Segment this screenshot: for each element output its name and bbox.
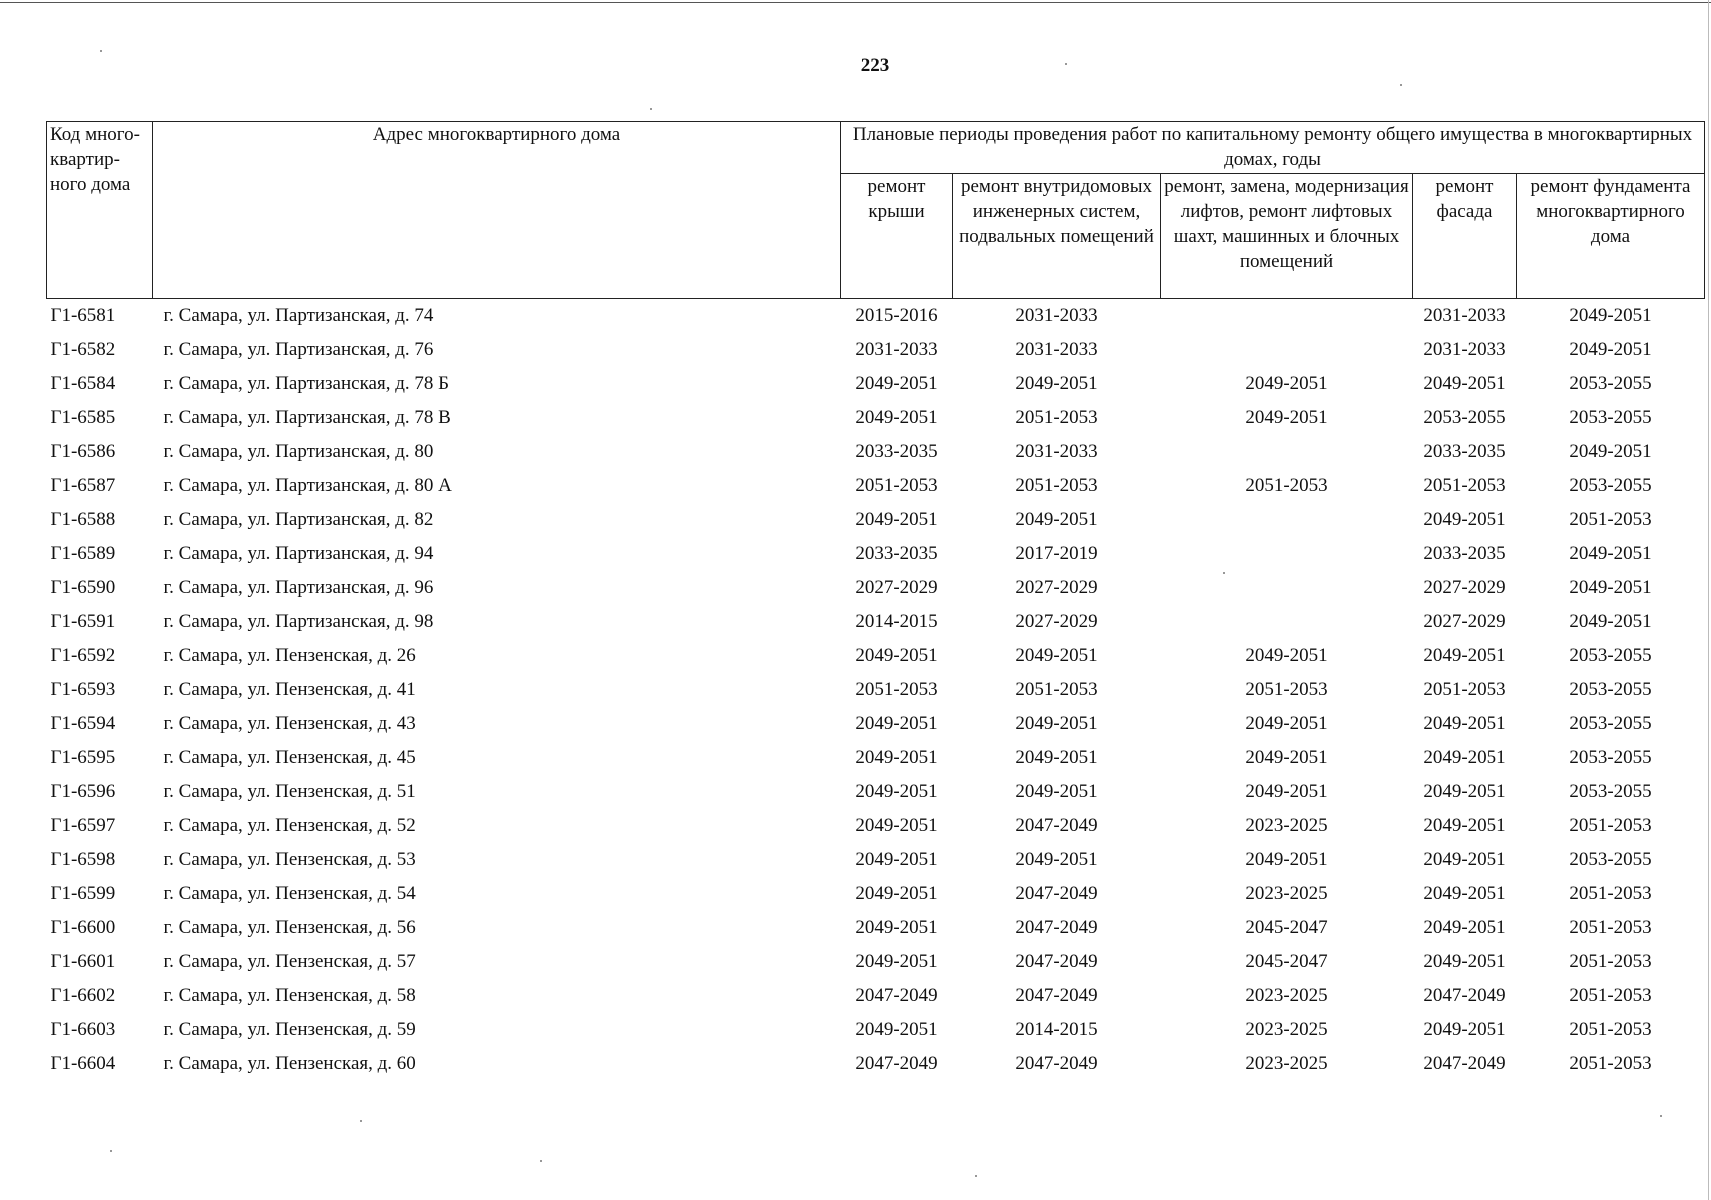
table-row [47, 979, 1705, 1013]
capital-repair-table [46, 121, 1705, 1081]
cell-foundation: 2051-2053 [1569, 815, 1652, 836]
cell-foundation: 2049-2051 [1569, 543, 1652, 564]
cell-elevators [1161, 571, 1413, 605]
cell-address: г. Самара, ул. Пензенская, д. 41 [163, 679, 416, 700]
scan-edge [1708, 0, 1709, 1200]
cell-elevators: 2049-2051 [1245, 373, 1328, 394]
cell-facade: 2049-2051 [1423, 883, 1506, 904]
cell-roof: 2049-2051 [855, 781, 938, 802]
cell-address: г. Самара, ул. Пензенская, д. 60 [163, 1053, 416, 1074]
cell-address: г. Самара, ул. Пензенская, д. 45 [163, 747, 416, 768]
cell-foundation: 2049-2051 [1569, 577, 1652, 598]
cell-code: Г1-6596 [50, 781, 116, 802]
header-elevators: ремонт, замена, модернизация лифтов, ремонт лифтовых шахт, машинных и блочных помещений [1161, 174, 1413, 299]
header-facade: ремонт фасада [1413, 174, 1517, 299]
cell-facade: 2049-2051 [1423, 917, 1506, 938]
table-row [47, 1013, 1705, 1047]
cell-code: Г1-6604 [50, 1053, 116, 1074]
table-row [47, 469, 1705, 503]
cell-roof: 2049-2051 [855, 509, 938, 530]
cell-facade: 2047-2049 [1423, 985, 1506, 1006]
cell-foundation: 2049-2051 [1569, 441, 1652, 462]
header-address: Адрес многоквартирного дома [153, 122, 841, 299]
scan-speck [975, 1175, 977, 1177]
cell-foundation: 2051-2053 [1569, 1019, 1652, 1040]
cell-elevators: 2023-2025 [1245, 1019, 1328, 1040]
cell-facade: 2033-2035 [1423, 543, 1506, 564]
cell-engineering: 2049-2051 [1015, 509, 1098, 530]
cell-engineering: 2049-2051 [1015, 849, 1098, 870]
table-row [47, 571, 1705, 605]
scan-speck [1660, 1115, 1662, 1117]
table-header [47, 122, 1705, 299]
cell-code: Г1-6581 [50, 305, 116, 326]
cell-engineering: 2047-2049 [1015, 815, 1098, 836]
cell-address: г. Самара, ул. Пензенская, д. 43 [163, 713, 416, 734]
cell-code: Г1-6592 [50, 645, 116, 666]
cell-elevators: 2051-2053 [1245, 475, 1328, 496]
cell-foundation: 2049-2051 [1569, 611, 1652, 632]
header-plan-periods: Плановые периоды проведения работ по капитальному ремонту общего имущества в многоквартирных домах, годы [841, 122, 1705, 174]
cell-roof: 2051-2053 [855, 679, 938, 700]
scan-border-line [0, 2, 1711, 3]
table-row [47, 673, 1705, 707]
cell-elevators: 2051-2053 [1245, 679, 1328, 700]
cell-engineering: 2049-2051 [1015, 713, 1098, 734]
table-body [47, 299, 1705, 1082]
table-row [47, 367, 1705, 401]
table-row [47, 911, 1705, 945]
cell-address: г. Самара, ул. Пензенская, д. 56 [163, 917, 416, 938]
cell-elevators: 2049-2051 [1245, 781, 1328, 802]
cell-code: Г1-6588 [50, 509, 116, 530]
cell-roof: 2049-2051 [855, 883, 938, 904]
cell-address: г. Самара, ул. Пензенская, д. 58 [163, 985, 416, 1006]
cell-foundation: 2051-2053 [1569, 951, 1652, 972]
cell-address: г. Самара, ул. Партизанская, д. 94 [163, 543, 434, 564]
cell-code: Г1-6585 [50, 407, 116, 428]
cell-engineering: 2047-2049 [1015, 985, 1098, 1006]
cell-foundation: 2049-2051 [1569, 339, 1652, 360]
table-row [47, 435, 1705, 469]
cell-address: г. Самара, ул. Партизанская, д. 98 [163, 611, 434, 632]
table-row [47, 707, 1705, 741]
cell-address: г. Самара, ул. Пензенская, д. 51 [163, 781, 416, 802]
cell-engineering: 2031-2033 [1015, 339, 1098, 360]
cell-code: Г1-6594 [50, 713, 116, 734]
scan-speck [110, 1150, 112, 1152]
cell-facade: 2031-2033 [1423, 339, 1506, 360]
table-row [47, 877, 1705, 911]
cell-roof: 2047-2049 [855, 985, 938, 1006]
header-foundation: ремонт фундамента многоквартирного дома [1517, 174, 1705, 299]
cell-roof: 2049-2051 [855, 849, 938, 870]
cell-address: г. Самара, ул. Партизанская, д. 82 [163, 509, 434, 530]
cell-code: Г1-6582 [50, 339, 116, 360]
cell-foundation: 2053-2055 [1569, 475, 1652, 496]
cell-roof: 2049-2051 [855, 815, 938, 836]
cell-foundation: 2051-2053 [1569, 985, 1652, 1006]
cell-engineering: 2049-2051 [1015, 747, 1098, 768]
cell-engineering: 2049-2051 [1015, 645, 1098, 666]
cell-address: г. Самара, ул. Партизанская, д. 96 [163, 577, 434, 598]
cell-roof: 2051-2053 [855, 475, 938, 496]
cell-address: г. Самара, ул. Партизанская, д. 80 А [163, 475, 452, 496]
header-code: Код много-квартир-ного дома [47, 122, 153, 299]
cell-roof: 2014-2015 [855, 611, 938, 632]
cell-engineering: 2047-2049 [1015, 883, 1098, 904]
cell-address: г. Самара, ул. Пензенская, д. 57 [163, 951, 416, 972]
cell-roof: 2049-2051 [855, 1019, 938, 1040]
table-row [47, 503, 1705, 537]
table-row [47, 537, 1705, 571]
cell-facade: 2049-2051 [1423, 747, 1506, 768]
cell-facade: 2049-2051 [1423, 849, 1506, 870]
cell-foundation: 2053-2055 [1569, 747, 1652, 768]
cell-facade: 2049-2051 [1423, 815, 1506, 836]
cell-roof: 2033-2035 [855, 441, 938, 462]
cell-foundation: 2051-2053 [1569, 1053, 1652, 1074]
cell-address: г. Самара, ул. Пензенская, д. 59 [163, 1019, 416, 1040]
cell-engineering: 2051-2053 [1015, 475, 1098, 496]
table-row [47, 775, 1705, 809]
cell-code: Г1-6586 [50, 441, 116, 462]
cell-elevators: 2023-2025 [1245, 985, 1328, 1006]
cell-code: Г1-6584 [50, 373, 116, 394]
cell-address: г. Самара, ул. Партизанская, д. 78 Б [163, 373, 450, 394]
cell-facade: 2049-2051 [1423, 951, 1506, 972]
cell-code: Г1-6589 [50, 543, 116, 564]
cell-facade: 2053-2055 [1423, 407, 1506, 428]
cell-facade: 2049-2051 [1423, 645, 1506, 666]
table-row [47, 401, 1705, 435]
cell-foundation: 2049-2051 [1569, 305, 1652, 326]
cell-foundation: 2053-2055 [1569, 373, 1652, 394]
cell-facade: 2051-2053 [1423, 475, 1506, 496]
cell-code: Г1-6602 [50, 985, 116, 1006]
cell-elevators: 2045-2047 [1245, 917, 1328, 938]
cell-code: Г1-6591 [50, 611, 116, 632]
cell-code: Г1-6593 [50, 679, 116, 700]
cell-engineering: 2047-2049 [1015, 917, 1098, 938]
table-row [47, 741, 1705, 775]
cell-facade: 2027-2029 [1423, 577, 1506, 598]
cell-elevators [1161, 333, 1413, 367]
scan-speck [1065, 63, 1067, 65]
cell-facade: 2027-2029 [1423, 611, 1506, 632]
cell-address: г. Самара, ул. Пензенская, д. 26 [163, 645, 416, 666]
cell-roof: 2049-2051 [855, 645, 938, 666]
page-number: 223 [860, 55, 890, 76]
cell-roof: 2033-2035 [855, 543, 938, 564]
table-row [47, 333, 1705, 367]
cell-facade: 2031-2033 [1423, 305, 1506, 326]
table-row [47, 843, 1705, 877]
cell-facade: 2049-2051 [1423, 781, 1506, 802]
cell-elevators: 2049-2051 [1245, 713, 1328, 734]
cell-facade: 2049-2051 [1423, 373, 1506, 394]
scan-speck [650, 108, 652, 110]
cell-elevators [1161, 435, 1413, 469]
scan-speck [1400, 84, 1402, 86]
cell-code: Г1-6597 [50, 815, 116, 836]
cell-facade: 2049-2051 [1423, 1019, 1506, 1040]
scan-speck [1223, 572, 1225, 574]
cell-code: Г1-6595 [50, 747, 116, 768]
table-row [47, 809, 1705, 843]
cell-elevators: 2049-2051 [1245, 645, 1328, 666]
cell-engineering: 2047-2049 [1015, 951, 1098, 972]
cell-engineering: 2051-2053 [1015, 679, 1098, 700]
cell-code: Г1-6600 [50, 917, 116, 938]
cell-engineering: 2051-2053 [1015, 407, 1098, 428]
cell-facade: 2051-2053 [1423, 679, 1506, 700]
cell-elevators: 2023-2025 [1245, 815, 1328, 836]
cell-facade: 2049-2051 [1423, 509, 1506, 530]
table-row [47, 639, 1705, 673]
cell-code: Г1-6601 [50, 951, 116, 972]
cell-elevators: 2023-2025 [1245, 883, 1328, 904]
cell-address: г. Самара, ул. Пензенская, д. 53 [163, 849, 416, 870]
table-row [47, 1047, 1705, 1081]
cell-address: г. Самара, ул. Партизанская, д. 74 [163, 305, 434, 326]
cell-foundation: 2053-2055 [1569, 679, 1652, 700]
cell-roof: 2031-2033 [855, 339, 938, 360]
cell-roof: 2049-2051 [855, 951, 938, 972]
cell-roof: 2047-2049 [855, 1053, 938, 1074]
cell-code: Г1-6603 [50, 1019, 116, 1040]
cell-foundation: 2053-2055 [1569, 713, 1652, 734]
scan-speck [360, 1120, 362, 1122]
cell-roof: 2015-2016 [855, 305, 938, 326]
cell-address: г. Самара, ул. Партизанская, д. 80 [163, 441, 434, 462]
table-row [47, 299, 1705, 334]
cell-code: Г1-6590 [50, 577, 116, 598]
cell-roof: 2049-2051 [855, 713, 938, 734]
cell-roof: 2049-2051 [855, 407, 938, 428]
cell-elevators [1161, 537, 1413, 571]
cell-facade: 2033-2035 [1423, 441, 1506, 462]
cell-code: Г1-6599 [50, 883, 116, 904]
cell-facade: 2049-2051 [1423, 713, 1506, 734]
cell-engineering: 2031-2033 [1015, 305, 1098, 326]
table-row [47, 605, 1705, 639]
cell-elevators: 2023-2025 [1245, 1053, 1328, 1074]
scan-speck [540, 1160, 542, 1162]
cell-engineering: 2049-2051 [1015, 373, 1098, 394]
cell-address: г. Самара, ул. Партизанская, д. 76 [163, 339, 434, 360]
cell-foundation: 2053-2055 [1569, 645, 1652, 666]
scan-speck [100, 50, 102, 52]
cell-engineering: 2014-2015 [1015, 1019, 1098, 1040]
header-roof: ремонт крыши [841, 174, 953, 299]
cell-address: г. Самара, ул. Пензенская, д. 52 [163, 815, 416, 836]
cell-elevators: 2049-2051 [1245, 747, 1328, 768]
cell-facade: 2047-2049 [1423, 1053, 1506, 1074]
cell-foundation: 2053-2055 [1569, 849, 1652, 870]
cell-elevators [1161, 503, 1413, 537]
cell-foundation: 2051-2053 [1569, 917, 1652, 938]
cell-foundation: 2053-2055 [1569, 407, 1652, 428]
cell-code: Г1-6598 [50, 849, 116, 870]
cell-foundation: 2051-2053 [1569, 509, 1652, 530]
cell-engineering: 2031-2033 [1015, 441, 1098, 462]
cell-roof: 2049-2051 [855, 747, 938, 768]
cell-engineering: 2049-2051 [1015, 781, 1098, 802]
table-row [47, 945, 1705, 979]
cell-roof: 2049-2051 [855, 917, 938, 938]
cell-elevators: 2049-2051 [1245, 407, 1328, 428]
cell-roof: 2049-2051 [855, 373, 938, 394]
cell-engineering: 2017-2019 [1015, 543, 1098, 564]
cell-address: г. Самара, ул. Пензенская, д. 54 [163, 883, 416, 904]
cell-address: г. Самара, ул. Партизанская, д. 78 В [163, 407, 451, 428]
cell-elevators [1161, 299, 1413, 334]
cell-elevators [1161, 605, 1413, 639]
cell-engineering: 2027-2029 [1015, 577, 1098, 598]
cell-roof: 2027-2029 [855, 577, 938, 598]
cell-foundation: 2053-2055 [1569, 781, 1652, 802]
cell-engineering: 2027-2029 [1015, 611, 1098, 632]
cell-code: Г1-6587 [50, 475, 116, 496]
cell-engineering: 2047-2049 [1015, 1053, 1098, 1074]
cell-foundation: 2051-2053 [1569, 883, 1652, 904]
cell-elevators: 2045-2047 [1245, 951, 1328, 972]
header-engineering: ремонт внутридомовых инженерных систем, подвальных помещений [953, 174, 1161, 299]
cell-elevators: 2049-2051 [1245, 849, 1328, 870]
